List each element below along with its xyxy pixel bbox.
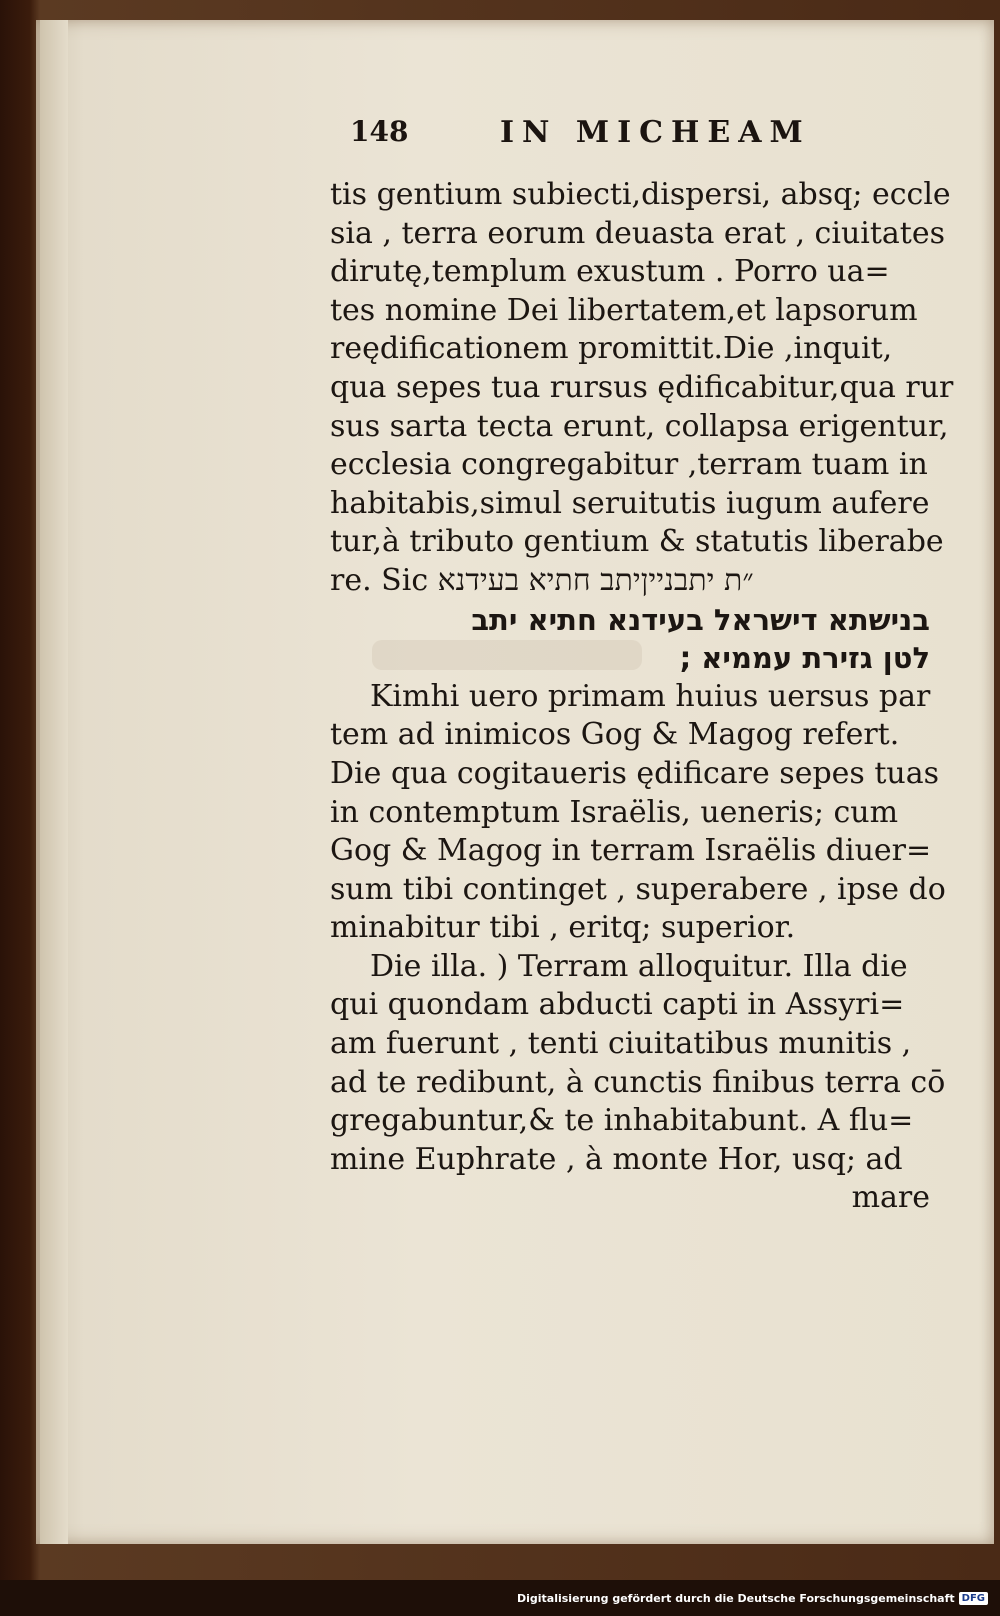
text-line: sus sarta tecta erunt, collapsa erigentur, — [330, 408, 949, 444]
page-number: 148 — [350, 115, 409, 148]
text-line: in contemptum Israëlis, ueneris; cum — [330, 794, 899, 830]
dfg-logo-icon: DFG — [959, 1592, 988, 1605]
hebrew-line: לטן גזירת עממיא ; — [679, 641, 930, 676]
text-line: ecclesia congregabitur ,terram tuam in — [330, 447, 928, 483]
text-line: qui quondam abducti capti in Assyri= — [330, 987, 905, 1023]
text-line: ad te redibunt, à cunctis finibus terra cō — [330, 1064, 946, 1100]
text-line: sia , terra eorum deuasta erat , ciuitates — [330, 215, 945, 251]
running-head — [350, 115, 870, 150]
text-line: minabitur tibi , eritq; superior. — [330, 910, 796, 946]
running-title: IN MICHEAM — [500, 115, 811, 150]
text-line: tes nomine Dei libertatem,et lapsorum — [330, 292, 918, 328]
text-line: sum tibi continget , superabere , ipse do — [330, 871, 946, 907]
text-line: am fuerunt , tenti ciuitatibus munitis , — [330, 1026, 912, 1062]
text-line: tur,à tributo gentium & statutis liberabe — [330, 524, 944, 560]
text-line: Die qua cogitaueris ędificare sepes tuas — [330, 755, 940, 791]
text-line: habitabis,simul seruitutis iugum aufere — [330, 485, 930, 521]
text-line: mine Euphrate , à monte Hor, usq; ad — [330, 1141, 903, 1177]
page-gutter — [40, 20, 68, 1544]
text-line: Gog & Magog in terram Israëlis diuer= — [330, 833, 932, 869]
text-line: Kimhi uero primam huius uersus par — [370, 678, 931, 714]
catchword: mare — [851, 1180, 930, 1216]
text-line: qua sepes tua rursus ędificabitur,qua rur — [330, 369, 954, 405]
text-line-with-hebrew: re. Sic ״ת יתבנייןיתב חתיא בעידנא — [330, 562, 754, 598]
text-line: tem ad inimicos Gog & Magog refert. — [330, 717, 900, 753]
text-line: Die illa. ) Terram alloquitur. Illa die — [370, 948, 908, 984]
credit-text: Digitalisierung gefördert durch die Deutsche Forschungsgemeinschaft — [516, 1592, 955, 1605]
text-line: tis gentium subiecti,dispersi, absq; eccle — [330, 177, 951, 212]
text-line: gregabuntur,& te inhabitabunt. A flu= — [330, 1103, 914, 1139]
text-line: reędificationem promittit.Die ,inquit, — [330, 331, 893, 367]
text-line: dirutę,templum exustum . Porro ua= — [330, 254, 890, 290]
hebrew-line: בנישתא דישראל בעידנא חתיא יתב — [471, 602, 930, 637]
digitization-credit — [517, 1592, 988, 1605]
body-text — [330, 176, 960, 1218]
